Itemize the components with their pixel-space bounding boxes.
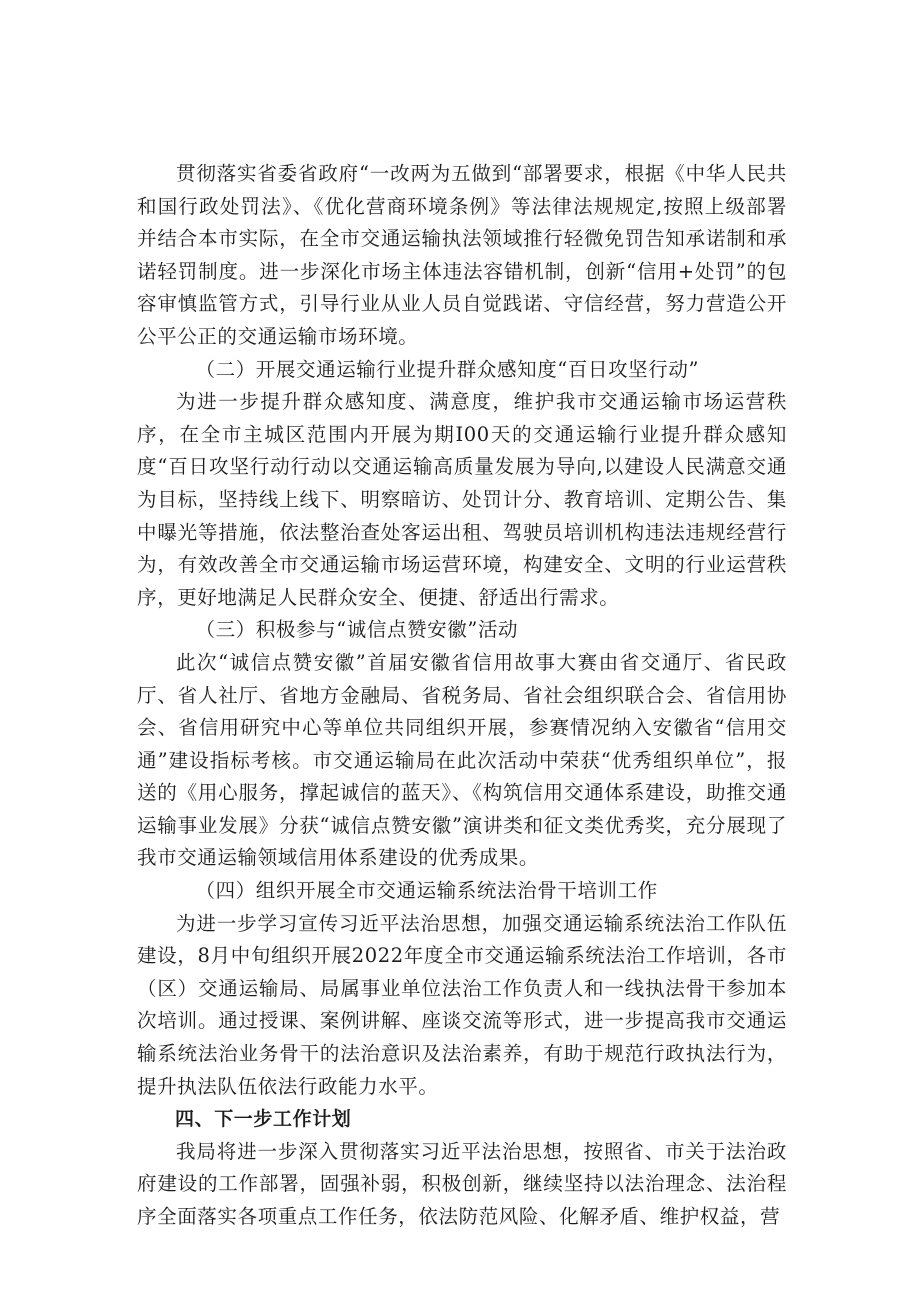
section-heading-integrity-campaign: （三）积极参与“诚信点赞安徽”活动 xyxy=(195,618,519,642)
paragraph-next-steps: 我局将进一步深入贯彻落实习近平法治思想，按照省、市关于法治政府建设的工作部署，固强补弱，积极创新，继续坚持以法治理念、法治程序全面落实各项重点工作任务，依法防范风险、化解矛盾、维护权益，营 xyxy=(137,1139,787,1228)
paragraph-legal-training: 为进一步学习宣传习近平法治思想，加强交通运输系统法治工作队伍建设，8月中旬组织开展2022年度全市交通运输系统法治工作培训，各市（区）交通运输局、局属事业单位法治工作负责人和一线执法骨干参加本次培训。通过授课、案例讲解、座谈交流等形式，进一步提高我市交通运输系统法治业务骨干的法治意识及法治素养，有助于规范行政执法行为，提升执法队伍依法行政能力水平。 xyxy=(137,911,787,1098)
section-heading-next-steps: 四、下一步工作计划 xyxy=(175,1108,352,1131)
section-heading-hundred-day-action: （二）开展交通运输行业提升群众感知度“百日攻坚行动” xyxy=(195,357,700,381)
document-body xyxy=(137,158,787,1234)
paragraph-integrity-campaign: 此次“诚信点赞安徽”首届安徽省信用故事大赛由省交通厅、省民政厅、省人社厅、省地方金融局、省税务局、省社会组织联合会、省信用协会、省信用研究中心等单位共同组织开展，参赛情况纳入安徽省“信用交通”建设指标考核。市交通运输局在此次活动中荣获“优秀组织单位”，报送的《用心服务，撑起诚信的蓝天》、《构筑信用交通体系建设，助推交通运输事业发展》分获“诚信点赞安徽”演讲类和征文类优秀奖，充分展现了我市交通运输领域信用体系建设的优秀成果。 xyxy=(137,650,787,870)
section-heading-legal-training: （四）组织开展全市交通运输系统法治骨干培训工作 xyxy=(195,879,658,903)
paragraph-hundred-day-action: 为进一步提升群众感知度、满意度，维护我市交通运输市场运营秩序，在全市主城区范围内开展为期I00天的交通运输行业提升群众感知度“百日攻坚行动行动以交通运输高质量发展为导向,以建设人民满意交通为目标，坚持线上线下、明察暗访、处罚计分、教育培训、定期公告、集中曝光等措施，依法整治查处客运出租、驾驶员培训机构违法违规经营行为，有效改善全市交通运输市场运营环境，构建安全、文明的行业运营秩序，更好地满足人民群众安全、便捷、舒适出行需求。 xyxy=(137,390,787,609)
paragraph-policy-implementation: 贯彻落实省委省政府“一改两为五做到“部署要求，根据《中华人民共和国行政处罚法》、《优化营商环境条例》等法律法规规定,按照上级部署并结合本市实际，在全市交通运输执法领域推行轻微免罚告知承诺制和承诺轻罚制度。进一步深化市场主体违法容错机制，创新“信用+处罚”的包容审慎监管方式，引导行业从业人员自觉践诺、守信经营，努力营造公开公平公正的交通运输市场环境。 xyxy=(137,162,787,348)
